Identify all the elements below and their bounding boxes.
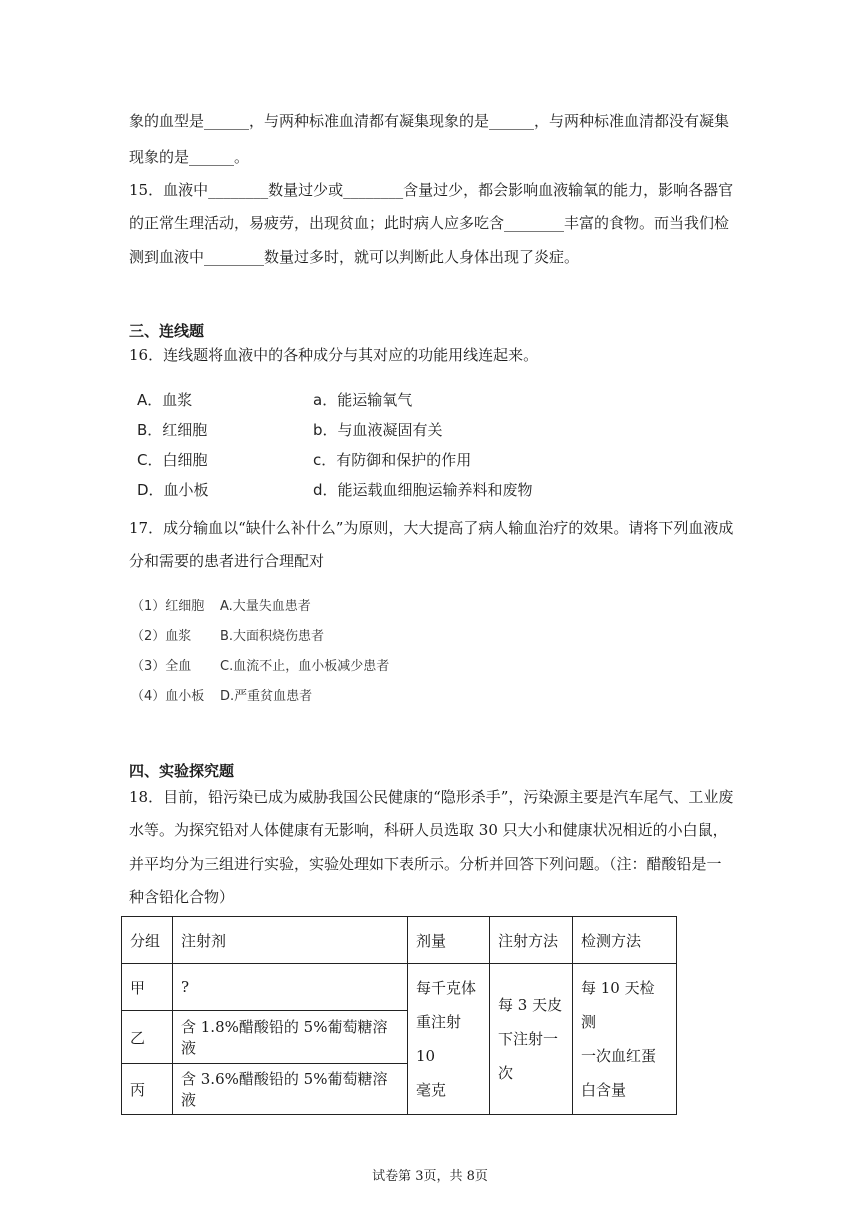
text-line: 现象的是______。 [129,148,250,166]
patient-label: D.严重贫血患者 [220,689,313,704]
dose-cell: 每千克体 重注射 10 毫克 [408,964,490,1115]
detect-cell: 每 10 天检测 一次血红蛋 白含量 [573,964,677,1115]
component-label: C．白细胞 [137,451,208,469]
experiment-table [121,916,677,1115]
component-label: D．血小板 [137,481,209,499]
question-18-line: 水等。为探究铅对人体健康有无影响，科研人员选取 30 只大小和健康状况相近的小白鼠， [129,821,728,839]
question-15-line: 测到血液中________数量过多时，就可以判断此人身体出现了炎症。 [129,248,580,266]
question-17-line: 分和需要的患者进行合理配对 [129,552,325,570]
page-footer: 试卷第 3页，共 8页 [372,1169,488,1184]
patient-label: C.血流不止，血小板减少患者 [220,659,390,674]
blood-part-label: （2）血浆 [131,629,192,644]
function-label: c．有防御和保护的作用 [313,451,472,469]
method-cell: 每 3 天皮 下注射一 次 [490,964,573,1115]
agent-cell: 含 1.8%醋酸铅的 5%葡萄糖溶液 [173,1011,408,1064]
question-17-line: 17．成分输血以“缺什么补什么”为原则，大大提高了病人输血治疗的效果。请将下列血液成 [129,519,734,537]
group-cell: 丙 [122,1064,173,1115]
function-label: d．能运载血细胞运输养料和废物 [313,481,533,499]
function-label: a．能运输氧气 [313,391,413,409]
question-15-line: 15．血液中________数量过少或________含量过少，都会影响血液输氧的能力，影响各器官 [129,181,734,199]
blood-part-label: （4）血小板 [131,689,205,704]
group-cell: 乙 [122,1011,173,1064]
table-row [122,964,677,1011]
patient-label: A.大量失血患者 [220,599,311,614]
function-label: b．与血液凝固有关 [313,421,443,439]
table-header: 注射方法 [490,917,573,964]
table-header: 检测方法 [573,917,677,964]
question-16: 16．连线题将血液中的各种成分与其对应的功能用线连起来。 [129,346,539,364]
agent-cell: ? [173,964,408,1011]
blood-part-label: （1）红细胞 [131,599,205,614]
table-header: 分组 [122,917,173,964]
section-heading: 四、实验探究题 [129,762,235,780]
table-header-row [122,917,677,964]
component-label: A．血浆 [137,391,193,409]
group-cell: 甲 [122,964,173,1011]
blood-part-label: （3）全血 [131,659,192,674]
agent-cell: 含 3.6%醋酸铅的 5%葡萄糖溶液 [173,1064,408,1115]
section-heading: 三、连线题 [129,322,205,340]
text-line: 象的血型是______，与两种标准血清都有凝集现象的是______，与两种标准血清都没有凝集 [129,112,730,130]
patient-label: B.大面积烧伤患者 [220,629,325,644]
question-15-line: 的正常生理活动，易疲劳，出现贫血；此时病人应多吃含________丰富的食物。而当我们检 [129,214,730,232]
component-label: B．红细胞 [137,421,208,439]
question-18-line: 并平均分为三组进行实验，实验处理如下表所示。分析并回答下列问题。（注：醋酸铅是一 [129,855,722,873]
table-header: 注射剂 [173,917,408,964]
question-18-line: 种含铅化合物） [129,888,235,906]
table-header: 剂量 [408,917,490,964]
question-18-line: 18．目前，铅污染已成为威胁我国公民健康的“隐形杀手”，污染源主要是汽车尾气、工业废 [129,788,734,806]
